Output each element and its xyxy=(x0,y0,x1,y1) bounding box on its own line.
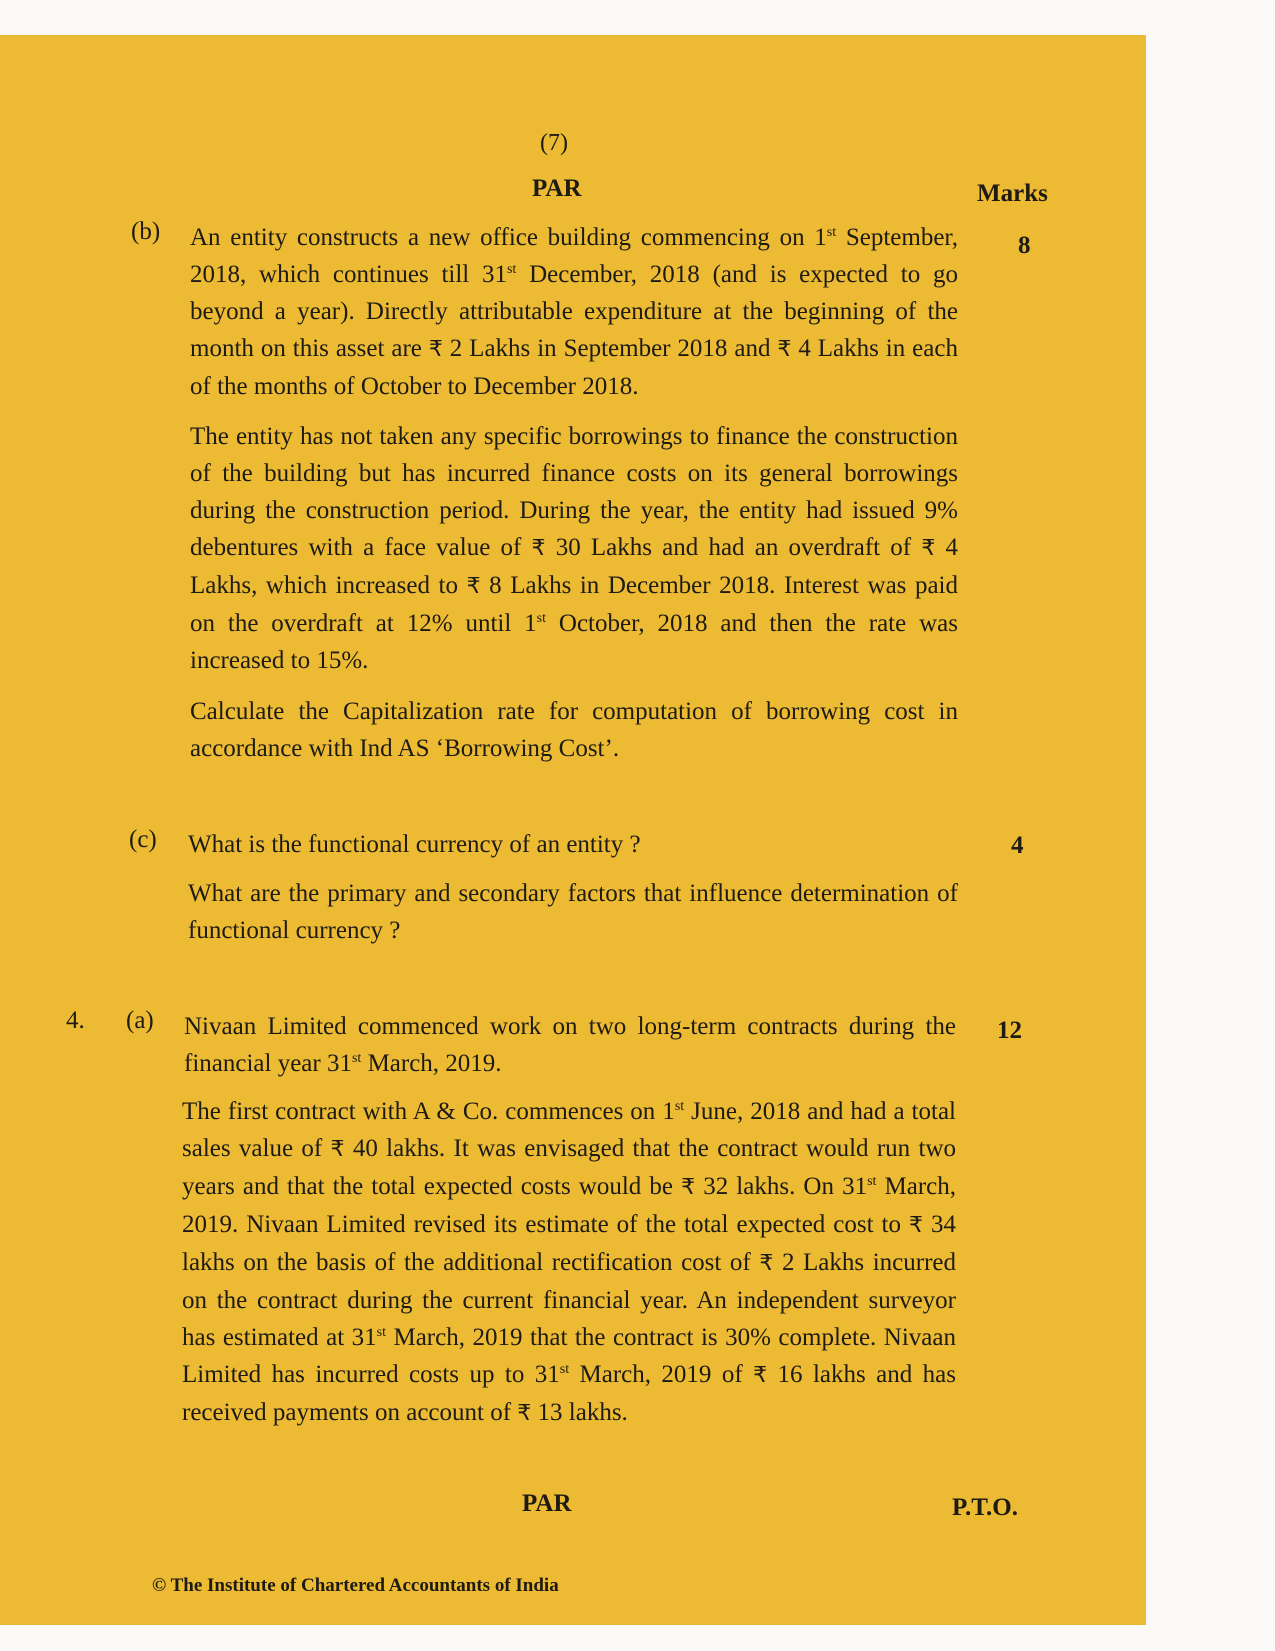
question-4a-paragraph-2: The first contract with A & Co. commences on 1st June, 2018 and had a total sales value of ₹ 40 lakhs. It was envisaged that the contract would run two years and that the total expected costs would be ₹ 32 lakhs. On 31st March, 2019. Nivaan Limited revised its estimate of the total expected cost to ₹ 34 lakhs on the basis of the additional rectification cost of ₹ 2 Lakhs incurred on the contract during the current financial year. An independent surveyor has estimated at 31st March, 2019 that the contract is 30% complete. Nivaan Limited has incurred costs up to 31st March, 2019 of ₹ 16 lakhs and has received payments on account of ₹ 13 lakhs. xyxy=(182,1098,957,1426)
rupee-symbol: ₹ xyxy=(681,1175,696,1200)
rupee-symbol: ₹ xyxy=(909,1213,923,1238)
marks-column-heading: Marks xyxy=(977,180,1048,207)
question-b-marks: 8 xyxy=(1018,232,1031,259)
rupee-symbol: ₹ xyxy=(753,1363,768,1388)
question-label-b: (b) xyxy=(131,218,161,245)
question-4a-marks: 12 xyxy=(997,1017,1022,1044)
paper-code-header: PAR xyxy=(532,175,582,202)
question-c-marks: 4 xyxy=(1011,832,1024,859)
rupee-symbol: ₹ xyxy=(531,536,546,561)
question-b-paragraph-1: An entity constructs a new office building commencing on 1st September, 2018, which continues till 31st December, 2018 (and is expected to go beyond a year). Directly attributable expenditure at the beginning of the month on this asset are ₹ 2 Lakhs in September 2018 and ₹ 4 Lakhs in each of the months of October to December 2018. xyxy=(190,224,958,400)
rupee-symbol: ₹ xyxy=(921,536,936,561)
copyright-notice: © The Institute of Chartered Accountants of India xyxy=(152,1575,559,1596)
rupee-symbol: ₹ xyxy=(517,1401,532,1426)
question-c-paragraph-2: What are the primary and secondary factors that influence determination of functional currency ? xyxy=(188,880,958,944)
question-4a-paragraph-1: Nivaan Limited commenced work on two long-term contracts during the financial year 31st March, 2019. xyxy=(184,1013,956,1077)
rupee-symbol: ₹ xyxy=(777,337,792,362)
rupee-symbol: ₹ xyxy=(759,1251,774,1276)
question-label-a: (a) xyxy=(126,1007,154,1034)
page-number: (7) xyxy=(540,130,568,156)
question-number-4: 4. xyxy=(66,1007,85,1034)
rupee-symbol: ₹ xyxy=(466,574,481,599)
rupee-symbol: ₹ xyxy=(330,1137,345,1162)
paper-code-footer: PAR xyxy=(522,1490,572,1517)
question-b-paragraph-2: The entity has not taken any specific borrowings to finance the construction of the building but has incurred finance costs on its general borrowings during the construction period. During the year, the entity had issued 9% debentures with a face value of ₹ 30 Lakhs and had an overdraft of ₹ 4 Lakhs, which increased to ₹ 8 Lakhs in December 2018. Interest was paid on the overdraft at 12% until 1st October, 2018 and then the rate was increased to 15%. xyxy=(190,423,959,674)
rupee-symbol: ₹ xyxy=(428,337,443,362)
question-b-paragraph-3: Calculate the Capitalization rate for computation of borrowing cost in accordance with Ind AS ‘Borrowing Cost’. xyxy=(190,698,958,762)
please-turn-over: P.T.O. xyxy=(952,1494,1018,1521)
question-label-c: (c) xyxy=(129,826,157,853)
question-c-paragraph-1: What is the functional currency of an entity ? xyxy=(188,831,641,858)
